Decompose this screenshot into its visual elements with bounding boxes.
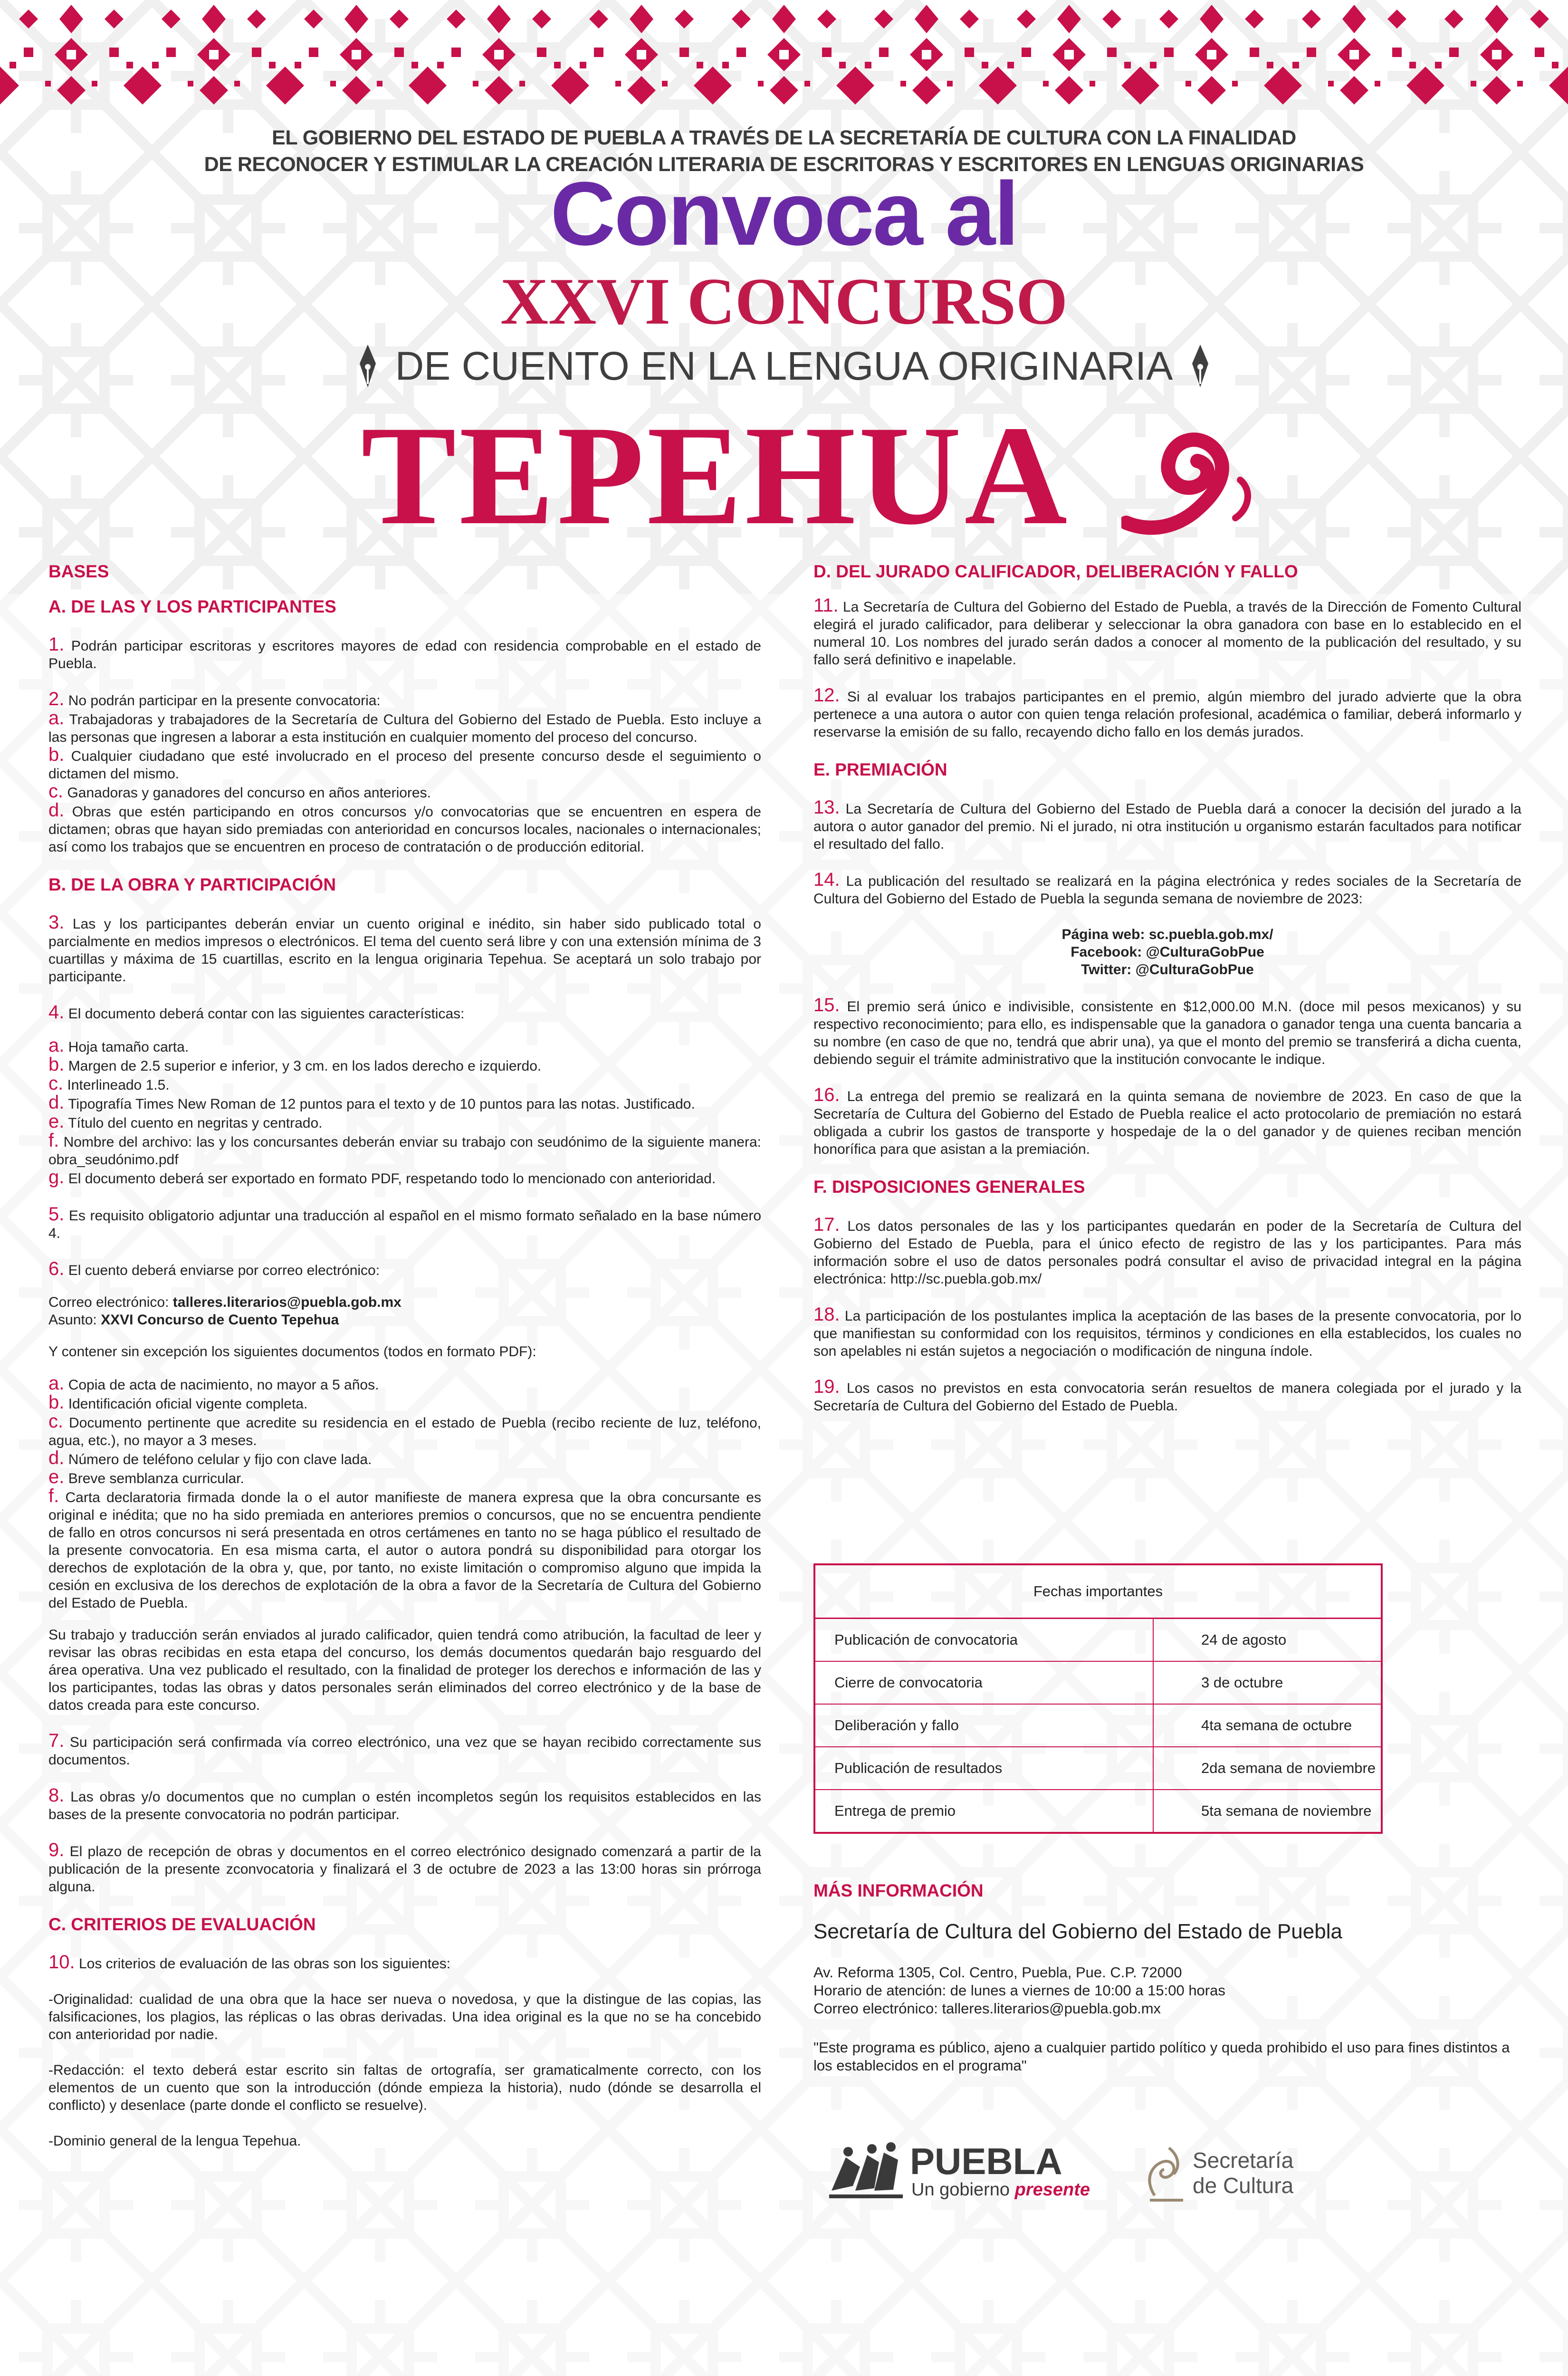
- base-5: 5. Es requisito obligatorio adjuntar una traducción al español en el mismo formato señalado en la base número 4.: [48, 1204, 761, 1241]
- puebla-wordmark: PUEBLA: [910, 2140, 1062, 2182]
- contact-details: [813, 1964, 1526, 2018]
- base-15: 15. El premio será único e indivisible, consistente en $12,000.00 M.N. (doce mil pesos mexicanos) y su respectivo reconocimiento; para ello, es indispensable que la ganadora o ganador tenga una cuenta bancaria a su nombre (en caso de que no, tendrá que abrir una), ya que el monto del premio se transferirá a dicha cuenta, debiendo seguir el trámite administrativo que la institución convocante le indique.: [813, 995, 1521, 1067]
- base-12: 12. Si al evaluar los trabajos participantes en el premio, algún miembro del jurado advierte que la obra pertenece a una autora o autor con quien tenga relación profesional, académica o familiar, deberá informarlo y reservarse la emisión de su fallo, recayendo dicho fallo en los demás jurados.: [813, 685, 1521, 740]
- section-b-heading: B. DE LA OBRA Y PARTICIPACIÓN: [48, 875, 336, 894]
- base-14: 14. La publicación del resultado se realizará en la página electrónica y redes sociales de la Secretaría de Cultura del Gobierno del Estado de Puebla la segunda semana de noviembre de 2023:: [813, 869, 1521, 907]
- contest-email: talleres.literarios@puebla.gob.mx: [172, 1294, 402, 1310]
- left-column: [48, 561, 761, 2168]
- section-a-heading: A. DE LAS Y LOS PARTICIPANTES: [48, 597, 336, 616]
- base-4: 4. El documento deberá contar con las siguientes características: a. Hoja tamaño carta. b. Margen de 2.5 superior e inferior, y 3 cm. en los lados derecho e izquierdo. c. Interlineado 1.5. d. Tipografía Times New Roman de 12 puntos para el texto y de 10 puntos para las notas. Justificado. e. Título del cuento en negritas y centrado. f. Nombre del archivo: las y los concursantes deberán enviar su trabajo con seudónimo de la siguiente manera: obra_seudónimo.pdf g. El documento deberá ser exportado en formato PDF, respetando todo lo mencionado con anterioridad.: [48, 1002, 761, 1188]
- base-2: 2. No podrán participar en la presente convocatoria: a. Trabajadoras y trabajadores de la Secretaría de Cultura del Gobierno del Estado de Puebla. Esto incluye a las personas que ingresen a laborar a esta institución en cualquier momento del proceso del concurso. b. Cualquier ciudadano que esté involucrado en el proceso del presente concurso desde el seguimiento o dictamen del mismo. c. Ganadoras y ganadores del concurso en años anteriores. d. Obras que estén participando en otros concursos y/o convocatorias que se encuentren en espera de dictamen; obras que hayan sido premiadas con anterioridad en concursos locales, nacionales o internacionales; así como los trabajos que se encuentren en proceso de contratación o de producción editorial.: [48, 689, 761, 855]
- secretaria-cultura-logo: [1140, 2138, 1340, 2205]
- criterion-originality: -Originalidad: cualidad de una obra que la hace ser nueva o novedosa, y que la distingue de las copias, las falsificaciones, los plagios, las réplicas o las obras derivadas. Una idea original es la que no se ha concebido con anterioridad por nadie.: [48, 1992, 761, 2042]
- disclaimer: "Este programa es público, ajeno a cualquier partido político y queda prohibido el uso para fines distintos a los establecidos en el programa": [813, 2039, 1510, 2074]
- contact-email[interactable]: Correo electrónico: talleres.literarios@puebla.gob.mx: [813, 2000, 1161, 2017]
- hours: Horario de atención: de lunes a viernes de 10:00 a 15:00 horas: [813, 1982, 1225, 1999]
- dates-title: Fechas importantes: [815, 1565, 1381, 1619]
- section-e-heading: E. PREMIACIÓN: [813, 760, 947, 779]
- base-9: 9. El plazo de recepción de obras y documentos en el correo electrónico designado comenzará a partir de la publicación de la presente zconvocatoria y finalizará el 3 de octubre de 2023 a las 13:00 horas sin prórroga alguna.: [48, 1839, 761, 1895]
- bases-heading: BASES: [48, 562, 109, 581]
- base-17: 17. Los datos personales de las y los participantes quedarán en poder de la Secretaría de Cultura del Gobierno del Estado de Puebla, para el único efecto de registro de las y los participantes. Para más información sobre el uso de datos personales podrá consultar el aviso de privacidad integral en la página electrónica: http://sc.puebla.gob.mx/: [813, 1214, 1521, 1287]
- table-row: Publicación de resultados 2da semana de noviembre: [815, 1747, 1381, 1790]
- twitter-link[interactable]: Twitter: @CulturaGobPue: [1081, 962, 1254, 977]
- tepehua-title: [361, 396, 1264, 554]
- subtitle-text: DE CUENTO EN LA LENGUA ORIGINARIA: [395, 344, 1173, 388]
- right-column: [813, 561, 1521, 1433]
- base-7: 7. Su participación será confirmada vía correo electrónico, una vez que se hayan recibido correctamente sus documentos.: [48, 1730, 761, 1768]
- social-links: [813, 926, 1521, 978]
- section-d-heading: D. DEL JURADO CALIFICADOR, DELIBERACIÓN Y FALLO: [813, 562, 1298, 581]
- base-13: 13. La Secretaría de Cultura del Gobierno del Estado de Puebla dará a conocer la decisión del jurado a la autora o autor ganador del premio. Ni el jurado, ni otra institución u organismo estarán facultados para notificar el resultado del fallo.: [813, 797, 1521, 852]
- table-row: Publicación de convocatoria 24 de agosto: [815, 1619, 1381, 1662]
- criterion-language: -Dominio general de la lengua Tepehua.: [48, 2133, 301, 2149]
- pen-nib-icon: [1189, 342, 1211, 390]
- base-18: 18. La participación de los postulantes implica la aceptación de las bases de la presente convocatoria, por lo que manifiestan su conformidad con los requisitos, términos y condiciones en ella establecidos, los cuales no son apelables ni están sujetos a negociación o modificación de ninguna índole.: [813, 1304, 1521, 1359]
- base-19: 19. Los casos no previstos en esta convocatoria serán resueltos de manera colegiada por el jurado y la Secretaría de Cultura del Gobierno del Estado de Puebla.: [813, 1376, 1521, 1414]
- svg-text:Secretaría: Secretaría: [1193, 2148, 1294, 2173]
- address: Av. Reforma 1305, Col. Centro, Puebla, Pue. C.P. 72000: [813, 1964, 1182, 1981]
- concurso-heading: XXVI CONCURSO: [500, 265, 1068, 338]
- base-1: 1. Podrán participar escritoras y escritores mayores de edad con residencia comprobable en el estado de Puebla.: [48, 634, 761, 671]
- base-6: 6. El cuento deberá enviarse por correo electrónico: Correo electrónico: talleres.literarios@puebla.gob.mx Asunto: XXVI Concurso de Cuento Tepehua Y contener sin excepción los siguientes documentos (todos en formato PDF): a. Copia de acta de nacimiento, no mayor a 5 años. b. Identificación oficial vigente completa. c. Documento pertinente que acredite su residencia en el estado de Puebla (recibo reciente de luz, teléfono, agua, etc.), no mayor a 3 meses. d. Número de teléfono celular y fijo con clave lada. e. Breve semblanza curricular. f. Carta declaratoria firmada donde la o el autor manifieste de manera expresa que la obra concursante es original e inédita; que no ha sido premiada en anteriores premios o concursos, que no se encuentra pendiente de fallo en otros concursos ni será presentada en otros certámenes en tanto no se haga público el resultado de la presente convocatoria. En esa misma carta, el autor o autora pondrá su disponibilidad para otorgar los derechos de explotación de la obra y, que, por tanto, no existe limitación o compromiso alguno que impida la cesión en exclusiva de los derechos de explotación de la obra a favor de la Secretaría de Cultura del Gobierno del Estado de Puebla. Su trabajo y traducción serán enviados al jurado calificador, quien tendrá como atribución, la facultad de leer y revisar las obras recibidas en esta etapa del concurso, los demás documentos quedarán bajo resguardo del área operativa. Una vez publicado el resultado, con la finalidad de proteger los derechos e información de las y los participantes, todas las obras y datos personales serán eliminados del correo electrónico y de la base de datos creada para este concurso.: [48, 1258, 761, 1713]
- base-3: 3. Las y los participantes deberán enviar un cuento original e inédito, sin haber sido publicado total o parcialmente en medios impresos o electrónicos. El tema del cuento será libre y con una extensión mínima de 3 cuartillas y máxima de 15 cuartillas, escrito en la lengua originaria Tepehua. Se aceptará un solo trabajo por participante.: [48, 912, 761, 985]
- table-row: Deliberación y fallo 4ta semana de octubre: [815, 1705, 1381, 1747]
- base-16: 16. La entrega del premio se realizará en la quinta semana de noviembre de 2023. En caso de que la Secretaría de Cultura del Gobierno del Estado de Puebla realice el acto protocolario de premiación no estará obligada a cubrir los gastos de transporte y hospedaje de la o del ganador y de quienes reciban mención honorífica para que asistan a la premiación.: [813, 1084, 1521, 1157]
- svg-text:de Cultura: de Cultura: [1193, 2173, 1294, 2198]
- base-11: 11. La Secretaría de Cultura del Gobierno del Estado de Puebla, a través de la Dirección de Fomento Cultural elegirá el jurado calificador, para deliberar y seleccionar la obra ganadora con base en lo establecido en el numeral 10. Los nombres del jurado serán dados a conocer al momento de la publicación del resultado, y su fallo será definitivo e inapelable.: [813, 595, 1521, 668]
- convoca-heading: Convoca al: [550, 163, 1018, 264]
- logos: [827, 2134, 1349, 2205]
- table-row: Cierre de convocatoria 3 de octubre: [815, 1662, 1381, 1705]
- base-10: 10. Los criterios de evaluación de las obras son los siguientes:: [48, 1952, 451, 1973]
- puebla-logo: [827, 2138, 1112, 2205]
- table-row: Entrega de premio 5ta semana de noviembre: [815, 1790, 1381, 1832]
- important-dates-table: [813, 1563, 1383, 1834]
- intro-line-2: DE RECONOCER Y ESTIMULAR LA CREACIÓN LITERARIA DE ESCRITORAS Y ESCRITORES EN LENGUAS ORIGINARIAS: [204, 153, 1364, 176]
- subtitle-row: [0, 342, 1568, 390]
- criterion-writing: -Redacción: el texto deberá estar escrito sin faltas de ortografía, ser gramaticalmente correcto, con los elementos de un cuento que son la introducción (dónde empieza la historia), nudo (dónde se desarrolla el conflicto) y desenlace (parte donde el conflicto se resuelve).: [48, 2062, 761, 2113]
- section-f-heading: F. DISPOSICIONES GENERALES: [813, 1177, 1085, 1197]
- svg-text:Un gobierno presente: Un gobierno presente: [911, 2180, 1090, 2200]
- organization-name: Secretaría de Cultura del Gobierno del Estado de Puebla: [813, 1920, 1342, 1943]
- base-8: 8. Las obras y/o documentos que no cumplan o estén incompletos según los requisitos establecidos en las bases de la presente convocatoria no podrán participar.: [48, 1785, 761, 1822]
- intro-line-1: EL GOBIERNO DEL ESTADO DE PUEBLA A TRAVÉS DE LA SECRETARÍA DE CULTURA CON LA FINALIDAD: [272, 126, 1296, 149]
- facebook-link[interactable]: Facebook: @CulturaGobPue: [1071, 944, 1264, 960]
- more-info: [813, 1882, 1526, 2075]
- web-link[interactable]: Página web: sc.puebla.gob.mx/: [1061, 927, 1273, 942]
- section-c-heading: C. CRITERIOS DE EVALUACIÓN: [48, 1915, 316, 1934]
- tepehua-word: TEPEHUA: [361, 396, 1071, 554]
- pen-nib-icon: [357, 342, 379, 390]
- more-info-heading: MÁS INFORMACIÓN: [813, 1881, 984, 1900]
- swirl-ornament-icon: [1121, 413, 1264, 556]
